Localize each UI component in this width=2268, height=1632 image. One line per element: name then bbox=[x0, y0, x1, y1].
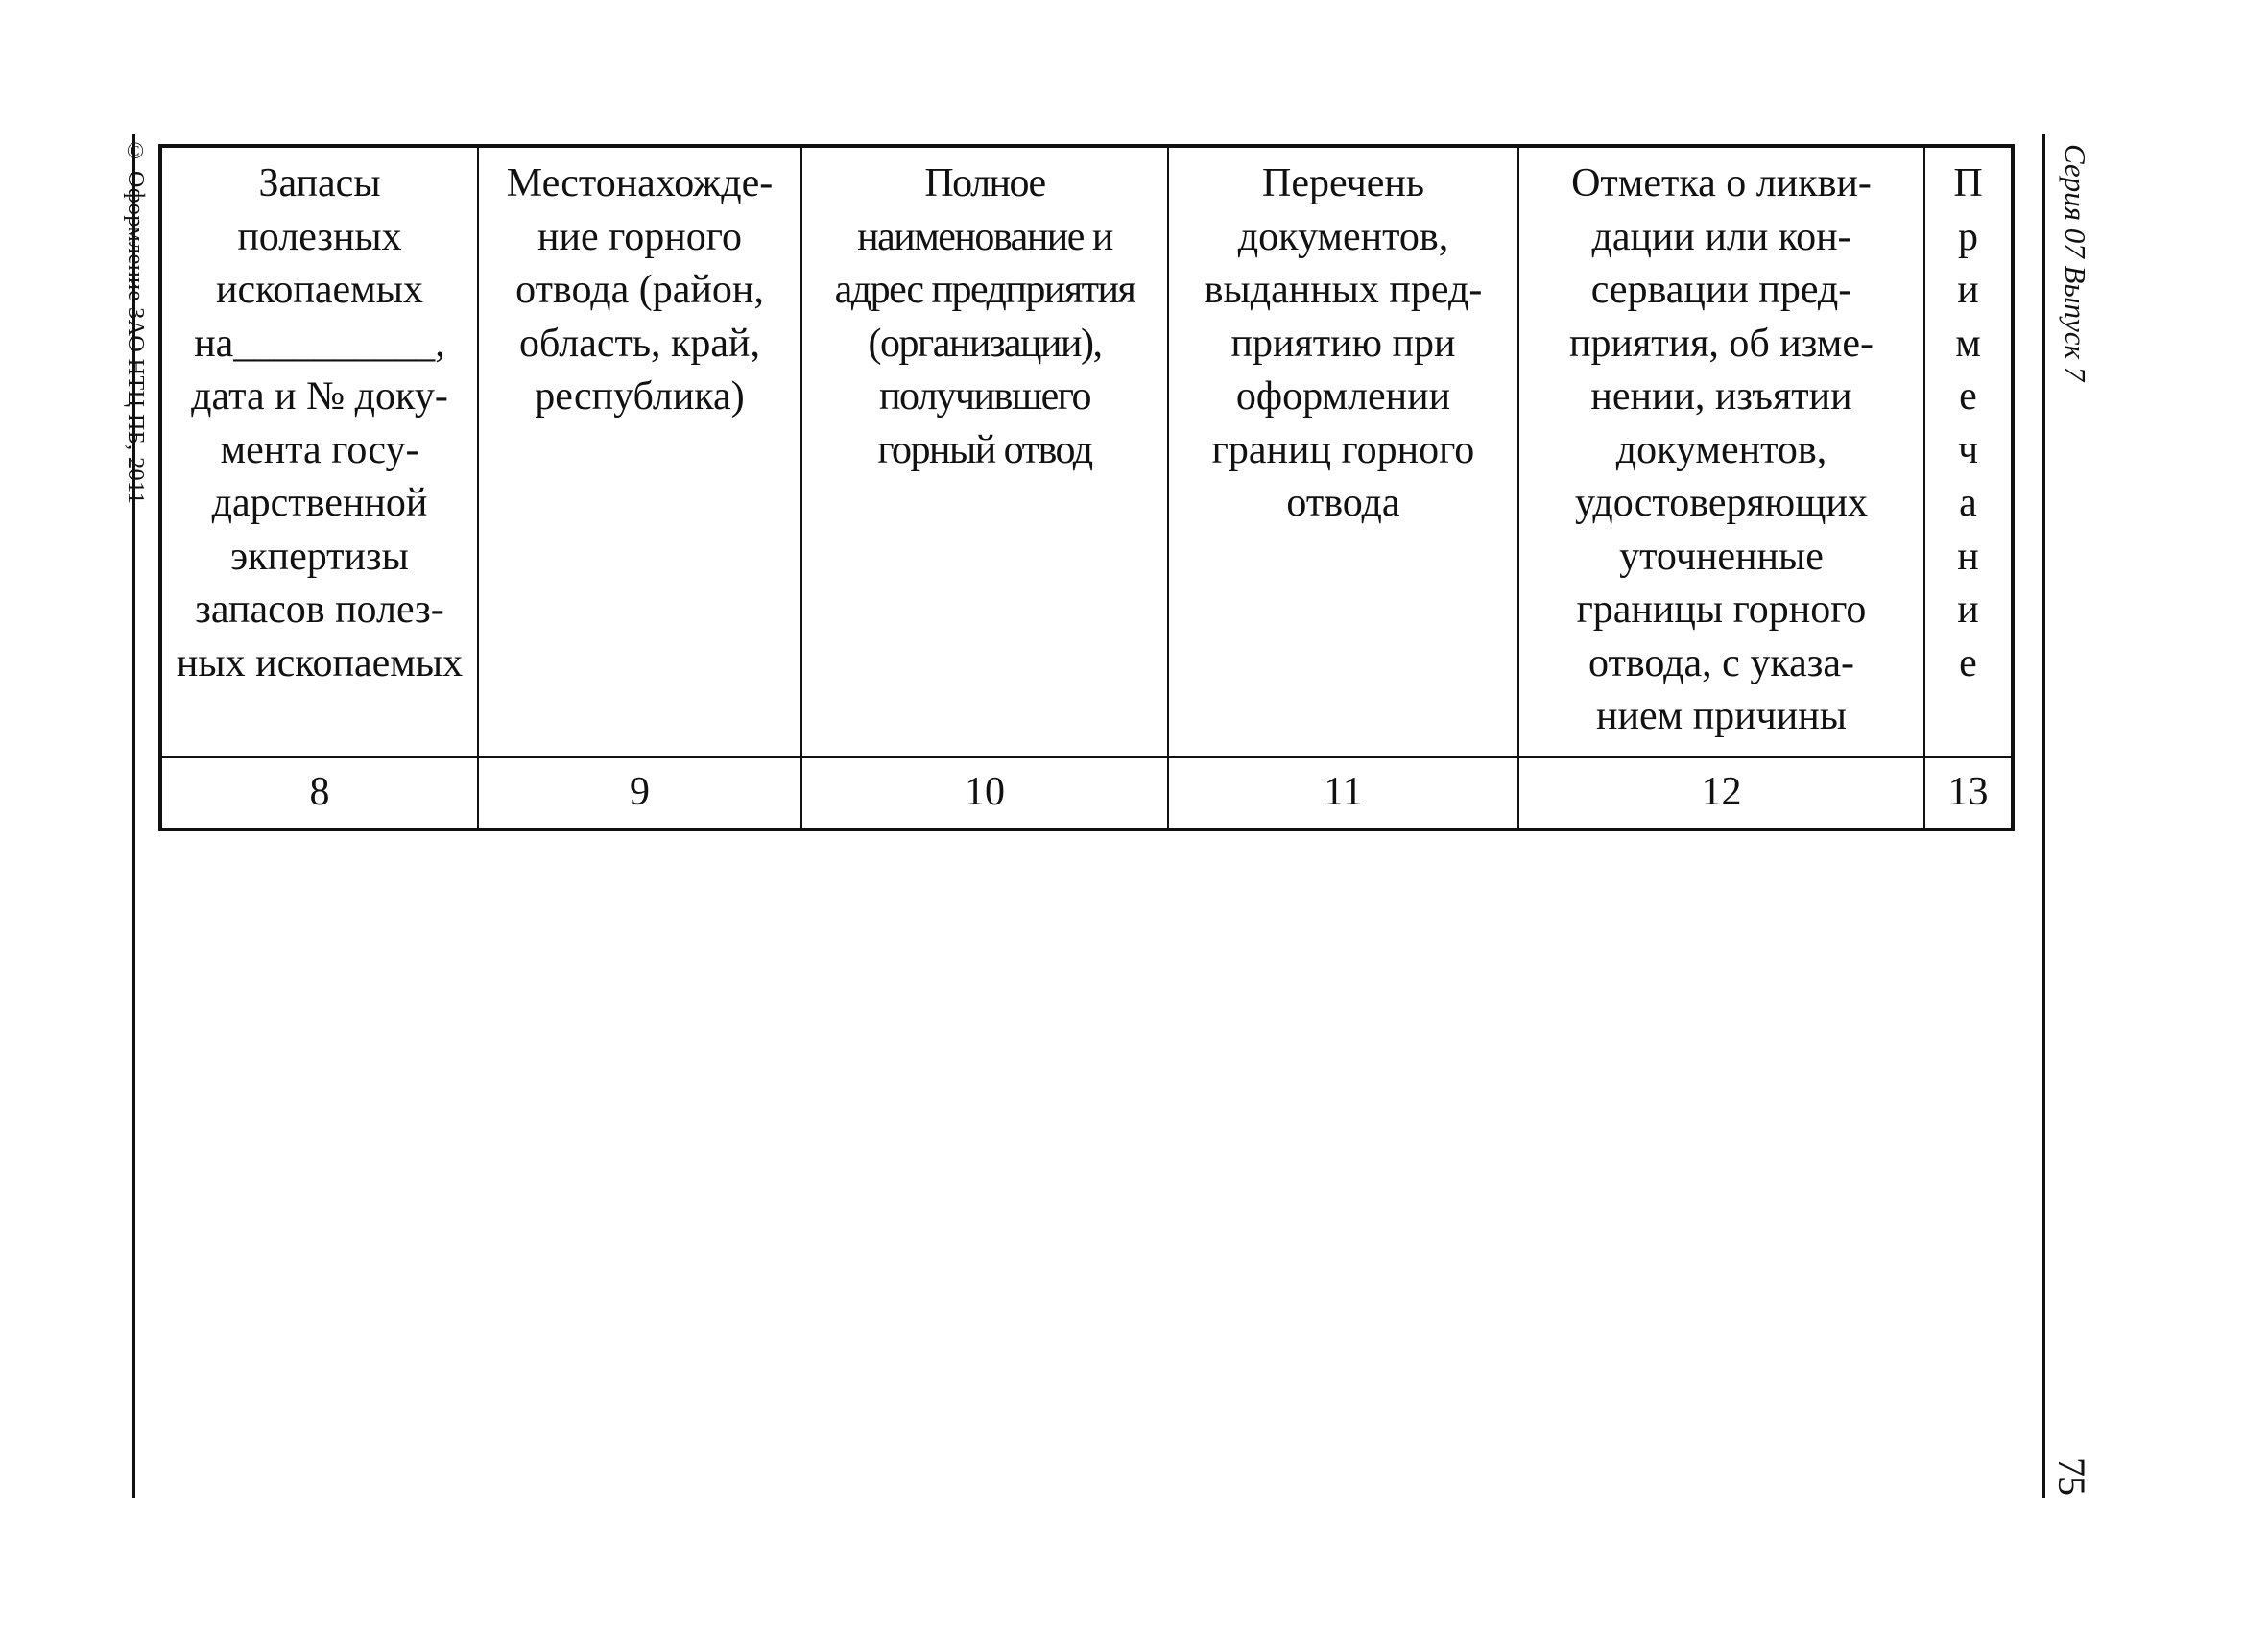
right-margin-rule bbox=[2042, 134, 2045, 1498]
table-header-row bbox=[160, 146, 2013, 757]
column-header-liquidation-mark bbox=[1518, 146, 1924, 757]
mining-allotment-register-table bbox=[158, 144, 2015, 831]
column-number-cell: 11 bbox=[1168, 757, 1518, 829]
series-title: Серия 07 Выпуск 7 bbox=[2059, 144, 2092, 382]
column-number-cell: 9 bbox=[478, 757, 801, 829]
column-number-row bbox=[160, 757, 2013, 829]
column-header-location bbox=[478, 146, 801, 757]
column-header-documents-list-text: Перечень документов, выданных пред- приятию при оформлении границ горного отвода bbox=[1204, 161, 1483, 525]
column-header-liquidation-mark-text: Отметка о ликви- дации или кон- сервации пред- приятия, об изме- нении, изъятии документов, удостоверяющих уточненные границы горного отвода, с указа- нием причины bbox=[1569, 161, 1874, 738]
column-number-cell: 13 bbox=[1924, 757, 2013, 829]
column-header-enterprise-name bbox=[801, 146, 1168, 757]
column-header-reserves bbox=[160, 146, 478, 757]
column-header-location-text: Местонахожде- ние горного отвода (район, область, край, республика) bbox=[506, 161, 774, 419]
column-header-reserves-text: Запасы полезных ископаемых на__________, дата и № доку- мента госу- дарственной экпертизы запасов полез- ных ископаемых bbox=[176, 161, 464, 685]
page-number: 75 bbox=[2050, 1457, 2093, 1496]
column-number-cell: 12 bbox=[1518, 757, 1924, 829]
column-header-note-text: П р и м е ч а н и е bbox=[1953, 161, 1983, 685]
column-number-cell: 8 bbox=[160, 757, 478, 829]
column-header-documents-list bbox=[1168, 146, 1518, 757]
column-header-enterprise-name-text: Полное наименование и адрес предприятия (организации), получившего горный отвод bbox=[834, 161, 1135, 472]
copyright-note: © Оформление ЗАО НТЦ ПБ, 2011 bbox=[123, 139, 148, 505]
column-header-note bbox=[1924, 146, 2013, 757]
column-number-cell: 10 bbox=[801, 757, 1168, 829]
